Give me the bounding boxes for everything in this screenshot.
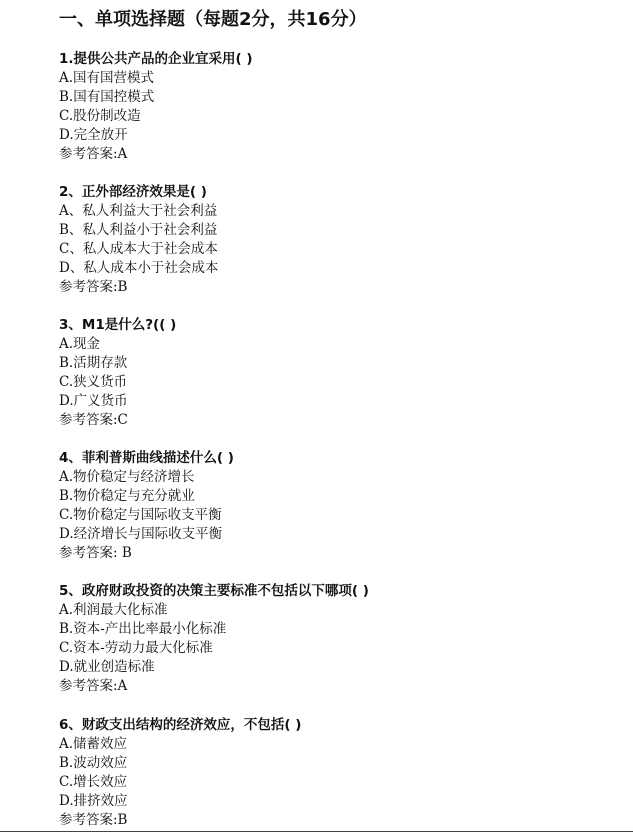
option-d: D、私人成本小于社会成本 [59,260,219,276]
option-b: B.活期存款 [59,355,128,371]
option-a: A.储蓄效应 [59,736,128,752]
question-title: 1.提供公共产品的企业宜采用( ) [59,51,253,67]
option-c: C.狭义货币 [59,374,128,390]
option-b: B.物价稳定与充分就业 [59,488,195,504]
question-5 [59,582,369,696]
option-c: C.增长效应 [59,774,128,790]
question-title: 5、政府财政投资的决策主要标准不包括以下哪项( ) [59,583,369,599]
option-d: D.完全放开 [59,127,128,143]
question-title: 6、财政支出结构的经济效应，不包括( ) [59,717,302,733]
reference-answer: 参考答案: B [59,545,132,561]
option-b: B.国有国控模式 [59,89,155,105]
option-b: B.波动效应 [59,755,128,771]
question-3 [59,316,176,430]
option-c: C.资本-劳动力最大化标准 [59,640,213,656]
option-a: A.国有国营模式 [59,70,155,86]
question-4 [59,449,234,563]
option-d: D.广义货币 [59,393,128,409]
option-d: D.排挤效应 [59,793,128,809]
option-a: A、私人利益大于社会利益 [59,203,218,219]
option-a: A.现金 [59,336,101,352]
option-c: C、私人成本大于社会成本 [59,241,218,257]
option-b: B、私人利益小于社会利益 [59,222,218,238]
page-bottom-rule [0,831,633,832]
question-2 [59,183,218,297]
question-title: 3、M1是什么?(( ) [59,317,177,333]
question-6 [59,716,301,830]
option-d: D.经济增长与国际收支平衡 [59,526,223,542]
reference-answer: 参考答案:A [59,678,128,694]
option-d: D.就业创造标准 [59,659,155,675]
option-c: C.物价稳定与国际收支平衡 [59,507,222,523]
question-title: 4、菲利普斯曲线描述什么( ) [59,450,234,466]
reference-answer: 参考答案:C [59,412,128,428]
question-1 [59,50,253,164]
section-title: 一、单项选择题（每题2分，共16分） [59,9,367,30]
option-b: B.资本-产出比率最小化标准 [59,621,227,637]
reference-answer: 参考答案:B [59,812,128,828]
option-a: A.利润最大化标准 [59,602,168,618]
option-c: C.股份制改造 [59,108,141,124]
option-a: A.物价稳定与经济增长 [59,469,195,485]
reference-answer: 参考答案:A [59,146,128,162]
reference-answer: 参考答案:B [59,279,128,295]
question-title: 2、正外部经济效果是( ) [59,184,207,200]
